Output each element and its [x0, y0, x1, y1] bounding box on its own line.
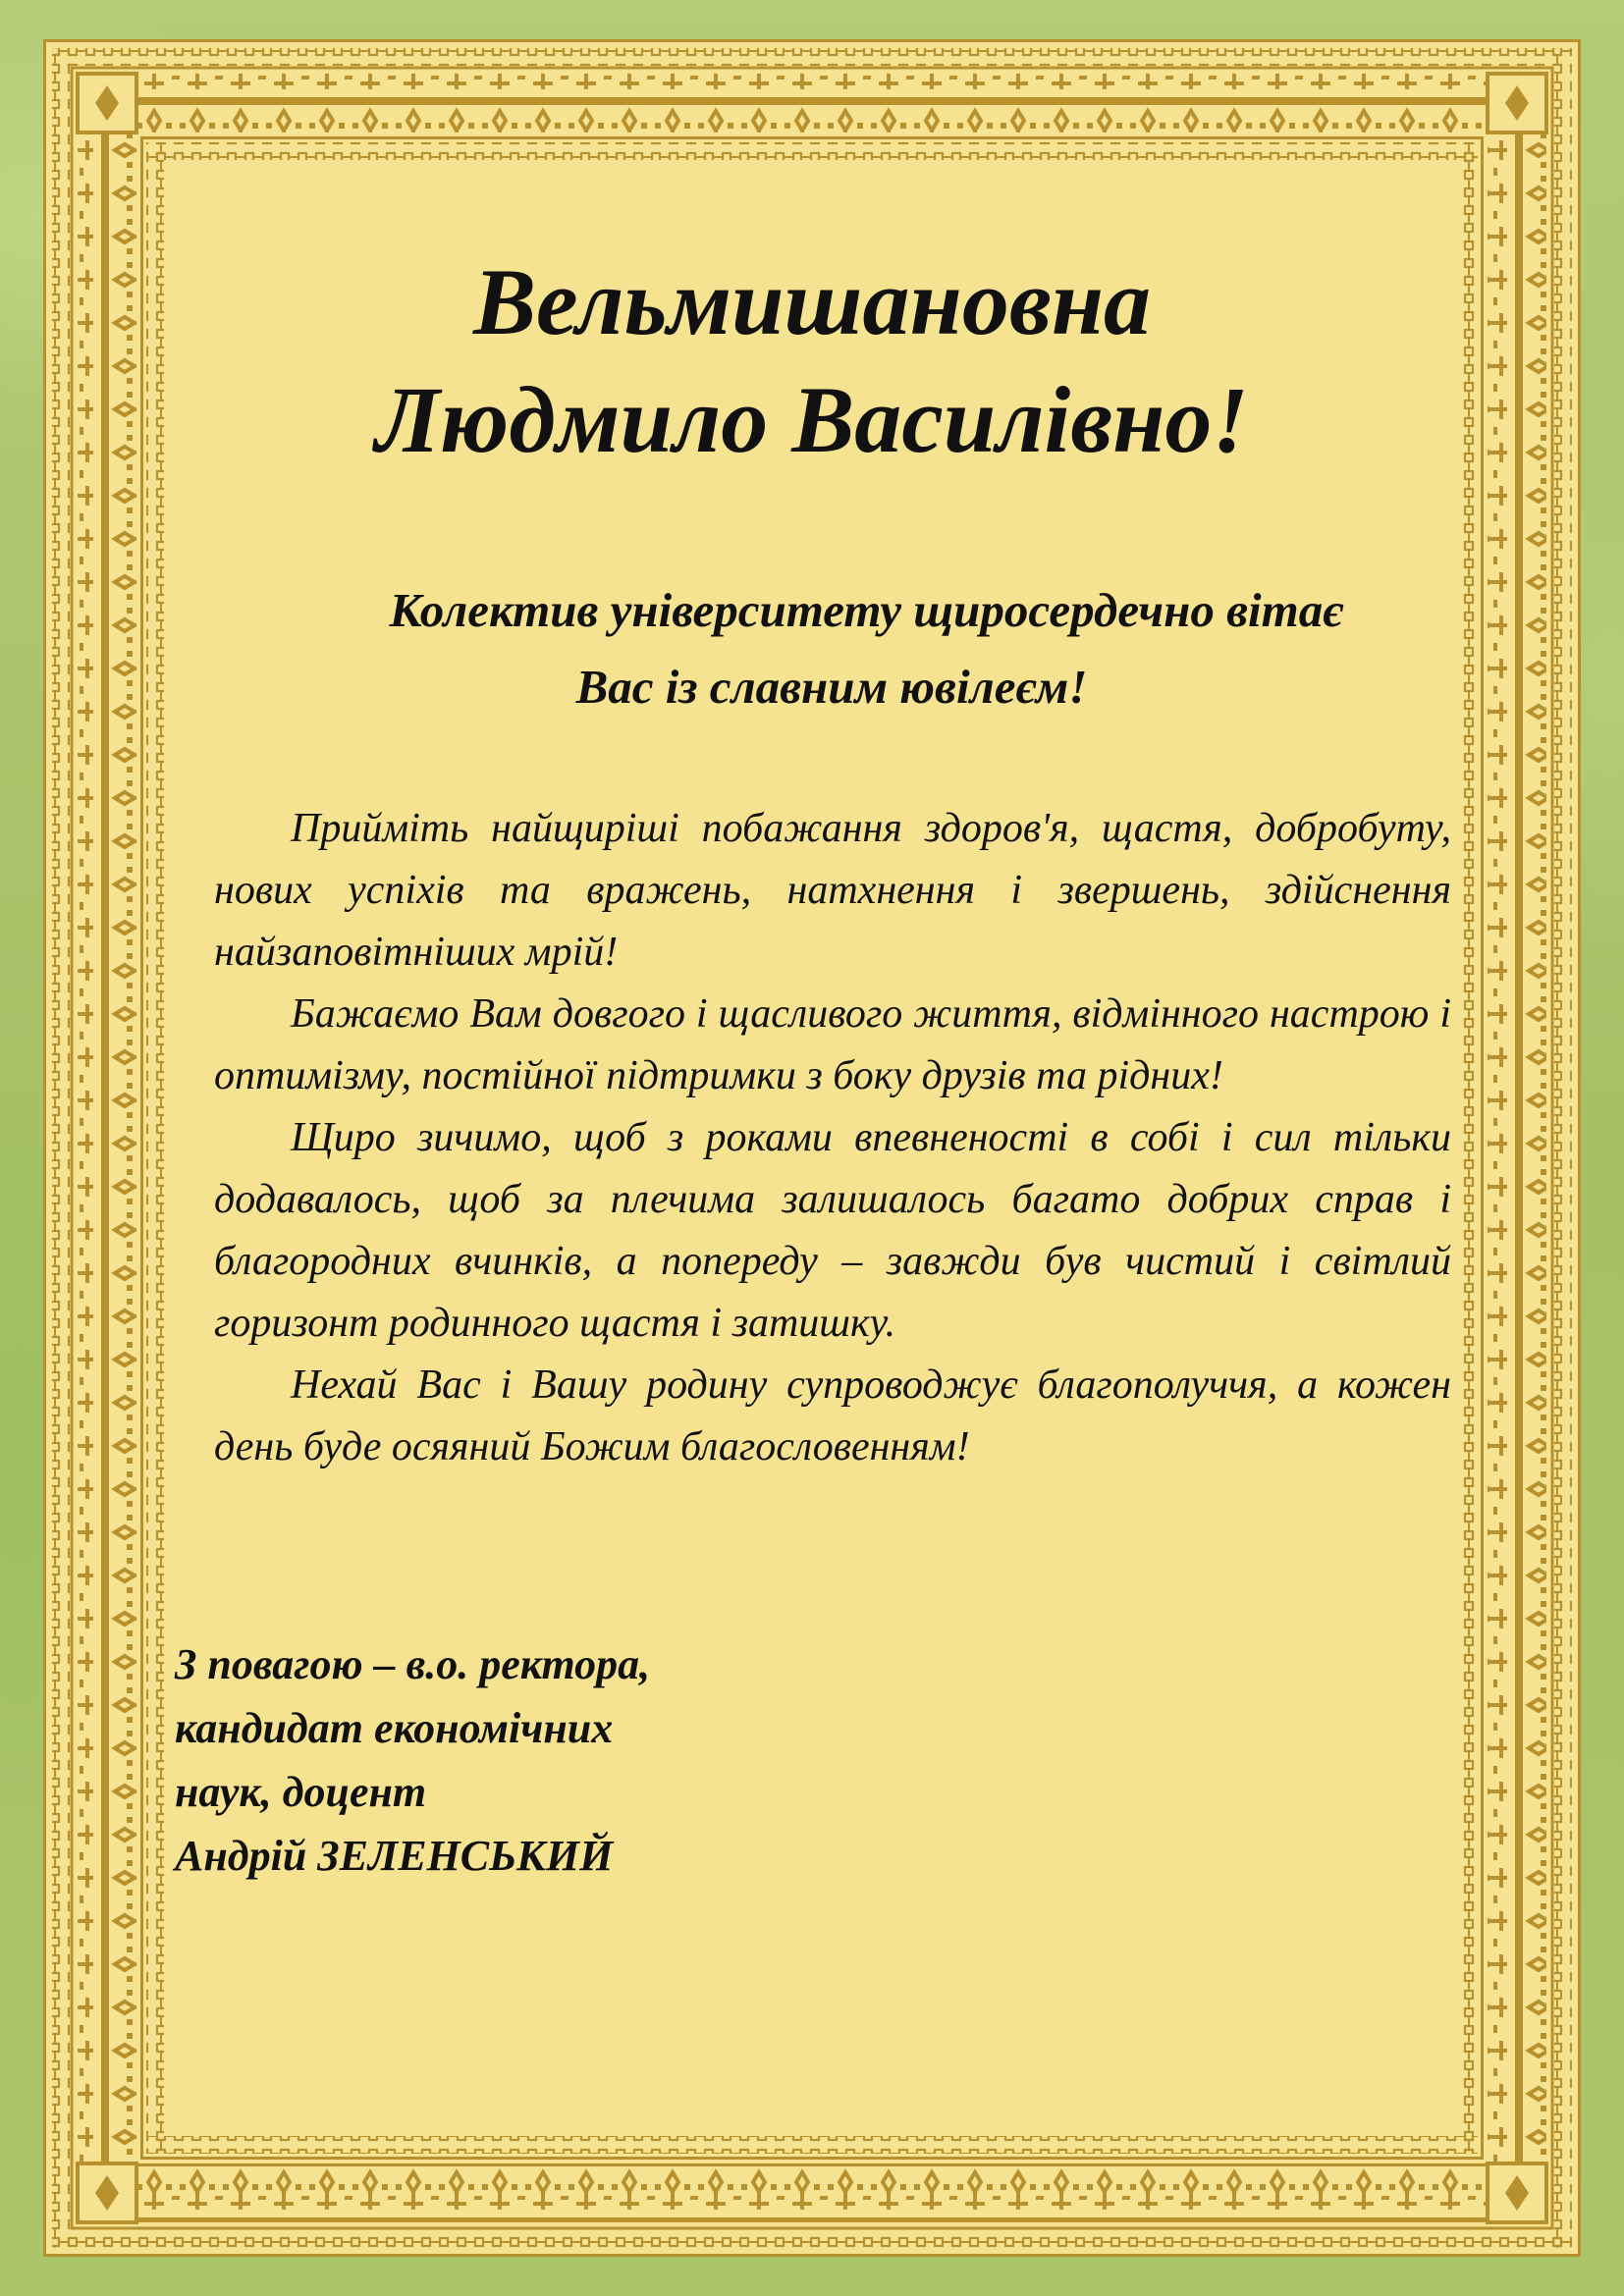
- signature-line: кандидат економічних: [175, 1704, 614, 1752]
- body-paragraph: Щиро зичимо, щоб з роками впевненості в собі і сил тільки додавалось, щоб за плечима залишалось багато добрих справ і благородних вчинків, а попереду – завжди був чистий і світлий горизонт родинного щастя і затишку.: [214, 1115, 1451, 1346]
- body-paragraph: Прийміть найщиріші побажання здоров'я, щастя, добробуту, нових успіхів та вражень, натхнення і звершень, здійснення найзаповітніших мрій!: [214, 806, 1451, 975]
- letter-body: [214, 798, 1451, 1478]
- letter-frame: [43, 39, 1581, 2257]
- signature-block: [175, 1632, 650, 1888]
- signature-line: З повагою – в.о. ректора,: [175, 1640, 651, 1688]
- signature-line: наук, доцент: [175, 1768, 427, 1816]
- congratulation-heading-line: Вас із славним ювілеєм!: [575, 660, 1088, 714]
- greeting-title: [46, 243, 1578, 479]
- greeting-title-line: Людмило Василівно!: [375, 367, 1249, 472]
- body-paragraph: Нехай Вас і Вашу родину супроводжує благополуччя, а кожен день буде осяяний Божим благословенням!: [214, 1362, 1451, 1469]
- congratulation-heading-line: Колектив університету щиросердечно вітає: [389, 583, 1343, 637]
- body-paragraph: Бажаємо Вам довгого і щасливого життя, відмінного настрою і оптимізму, постійної підтримки з боку друзів та рідних!: [214, 991, 1451, 1098]
- greeting-title-line: Вельмишановна: [473, 249, 1151, 354]
- congratulation-heading: [46, 572, 1578, 725]
- letter-content: [46, 42, 1578, 2254]
- signer-name: Андрій ЗЕЛЕНСЬКИЙ: [175, 1832, 614, 1880]
